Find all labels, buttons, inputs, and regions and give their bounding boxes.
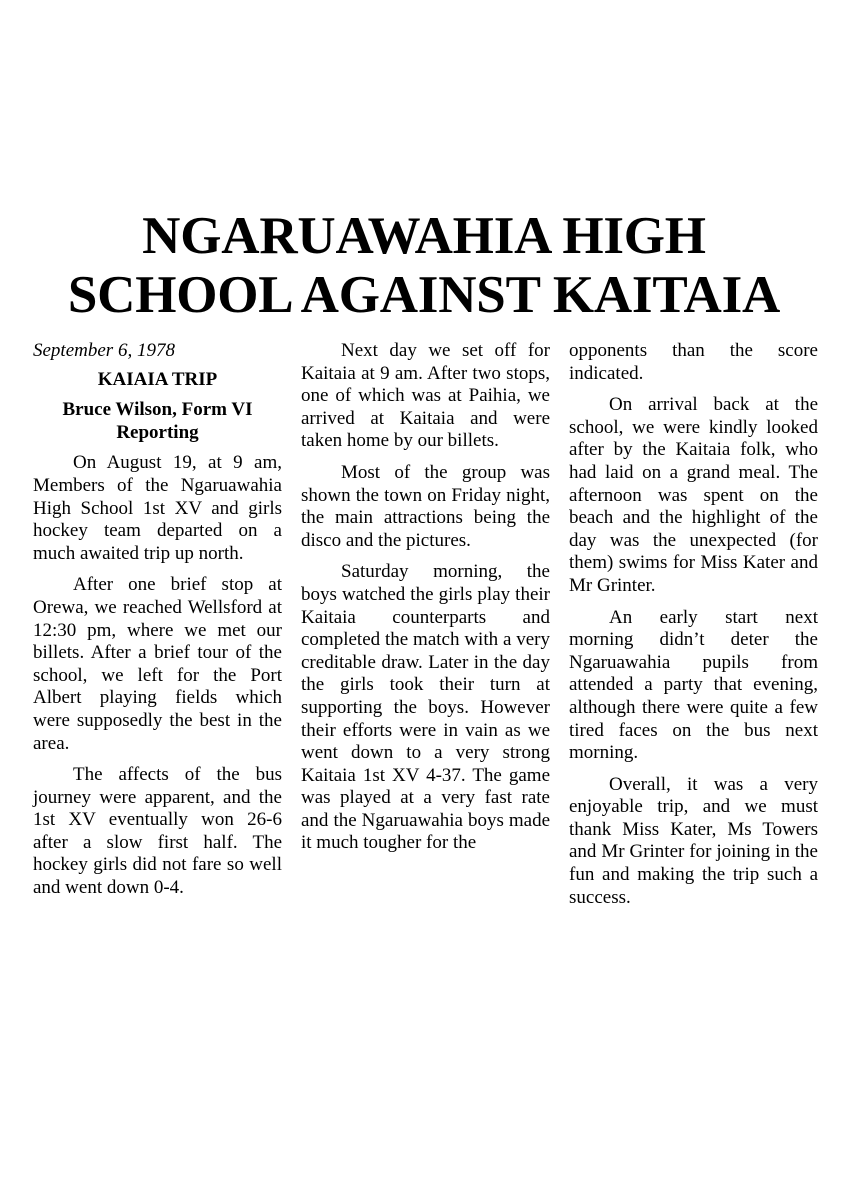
article-subhead: KAIAIA TRIP [97,368,218,390]
headline [0,207,848,325]
paragraph: The affects of the bus journey were apparent, and the 1st XV eventually won 26-6 after a slow first half. The hockey girls did not fare so well and went down 0-4. [33,764,282,899]
article-column-2 [301,340,550,864]
paragraph: After one brief stop at Orewa, we reached Wellsford at 12:30 pm, where we met our billets. After a brief tour of the school, we left for the Port Albert playing fields which were supposedly the best in the area. [33,574,282,754]
headline-line-2: SCHOOL AGAINST KAITAIA [67,266,781,324]
paragraph: Most of the group was shown the town on Friday night, the main attractions being the disco and the pictures. [301,461,550,551]
paragraph: Overall, it was a very enjoyable trip, and we must thank Miss Kater, Ms Towers and Mr Grinter for joining in the fun and making the trip such a success. [569,773,818,908]
paragraph-continued: opponents than the score indicated. [569,340,818,384]
paragraph: On August 19, at 9 am, Members of the Ngaruawahia High School 1st XV and girls hockey team departed on a much awaited trip up north. [33,452,282,564]
article-column-1 [33,340,282,909]
dateline: September 6, 1978 [33,340,175,361]
byline: Bruce Wilson, Form VI Reporting [62,399,253,443]
paragraph: Next day we set off for Kaitaia at 9 am. After two stops, one of which was at Paihia, we arrived at Kaitaia and were taken home by our billets. [301,340,550,452]
headline-line-1: NGARUAWAHIA HIGH [142,207,706,265]
paragraph: An early start next morning didn’t deter the Ngaruawahia pupils from attended a party that evening, although there were quite a few tired faces on the bus next morning. [569,606,818,764]
paragraph: On arrival back at the school, we were kindly looked after by the Kaitaia folk, who had laid on a grand meal. The afternoon was spent on the beach and the highlight of the day was the unexpected (for them) swims for Miss Kater and Mr Grinter. [569,394,818,596]
paragraph: Saturday morning, the boys watched the girls play their Kaitaia counterparts and completed the match with a very creditable draw. Later in the day the girls took their turn at supporting the boys. However their efforts were in vain as we went down to a very strong Kaitaia 1st XV 4-37. The game was played at a very fast rate and the Ngaruawahia boys made it much tougher for the [301,561,550,854]
article-column-3 [569,340,818,918]
